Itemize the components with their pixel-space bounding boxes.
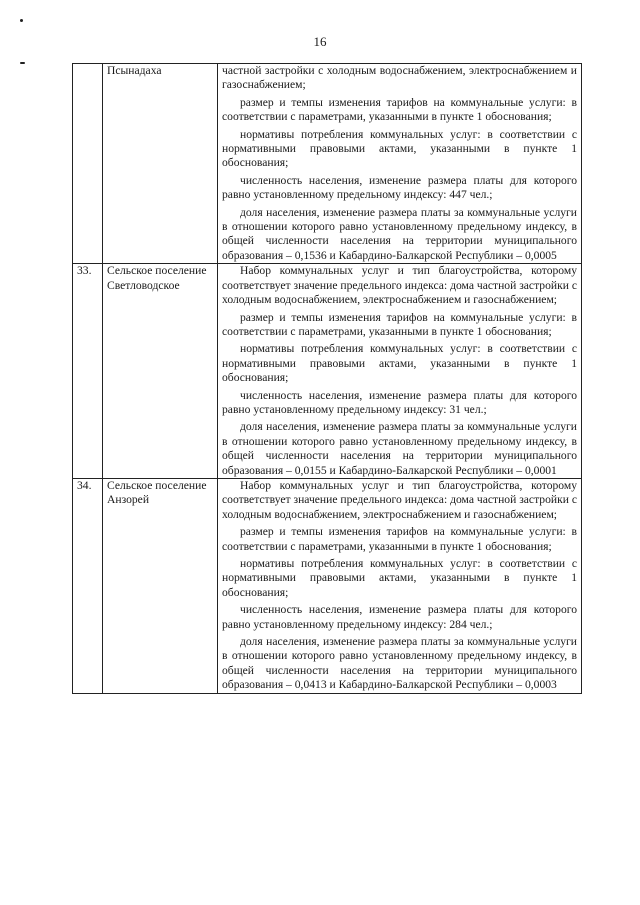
description-paragraph: Набор коммунальных услуг и тип благоустройства, которому соответствует значение предельного индекса: дома частной застройки с холодным водоснабжением, электроснабжением и газоснабжением; (222, 264, 577, 307)
description-paragraph: Набор коммунальных услуг и тип благоустройства, которому соответствует значение предельного индекса: дома частной застройки с холодным водоснабжением, электроснабжением и газоснабжением; (222, 478, 577, 521)
description-paragraph: численность населения, изменение размера платы для которого равно установленному предельному индексу: 284 чел.; (222, 603, 577, 631)
row-number: 33. (73, 264, 103, 479)
description-paragraph: нормативы потребления коммунальных услуг: в соответствии с нормативными правовыми актами, указанными в пункте 1 обоснования; (222, 557, 577, 599)
description-paragraph: доля населения, изменение размера платы за коммунальные услуги в отношении которого равно установленному предельному индексу, в общей численности населения на территории муниципального образования – 0,0155 и Кабардино-Балкарской Республики – 0,0001 (222, 420, 577, 477)
row-description (218, 264, 582, 479)
description-paragraph: доля населения, изменение размера платы за коммунальные услуги в отношении которого равно установленному предельному индексу, в общей численности населения на территории муниципального образования – 0,1536 и Кабардино-Балкарской Республики – 0,0005 (222, 205, 577, 262)
description-paragraph: частной застройки с холодным водоснабжением, электроснабжением и газоснабжением; (222, 64, 577, 92)
table-row (73, 264, 582, 479)
row-number (73, 64, 103, 264)
row-number: 34. (73, 478, 103, 693)
settlement-name: Сельское поселение Анзорей (103, 478, 218, 693)
page-number: 16 (313, 34, 327, 49)
row-description (218, 64, 582, 264)
description-paragraph: численность населения, изменение размера платы для которого равно установленному предельному индексу: 447 чел.; (222, 173, 577, 202)
description-paragraph: размер и темпы изменения тарифов на коммунальные услуги: в соответствии с параметрами, указанными в пункте 1 обоснования; (222, 525, 577, 553)
table-row (73, 478, 582, 693)
row-description (218, 478, 582, 693)
description-paragraph: размер и темпы изменения тарифов на коммунальные услуги: в соответствии с параметрами, указанными в пункте 1 обоснования; (222, 310, 577, 338)
settlement-name: Псынадаха (103, 64, 218, 264)
description-paragraph: размер и темпы изменения тарифов на коммунальные услуги: в соответствии с параметрами, указанными в пункте 1 обоснования; (222, 95, 577, 124)
table-row (73, 64, 582, 264)
description-paragraph: нормативы потребления коммунальных услуг: в соответствии с нормативными правовыми актами, указанными в пункте 1 обоснования; (222, 342, 577, 385)
description-paragraph: доля населения, изменение размера платы за коммунальные услуги в отношении которого равно установленному предельному индексу, в общей численности населения на территории муниципального образования – 0,0413 и Кабардино-Балкарской Республики – 0,0003 (222, 635, 577, 692)
scan-speck (20, 62, 25, 64)
description-paragraph: нормативы потребления коммунальных услуг: в соответствии с нормативными правовыми актами, указанными в пункте 1 обоснования; (222, 127, 577, 170)
scan-speck (20, 19, 23, 22)
settlement-name: Сельское поселение Светловодское (103, 264, 218, 479)
description-paragraph: численность населения, изменение размера платы для которого равно установленному предельному индексу: 31 чел.; (222, 388, 577, 416)
document-table (72, 63, 582, 694)
